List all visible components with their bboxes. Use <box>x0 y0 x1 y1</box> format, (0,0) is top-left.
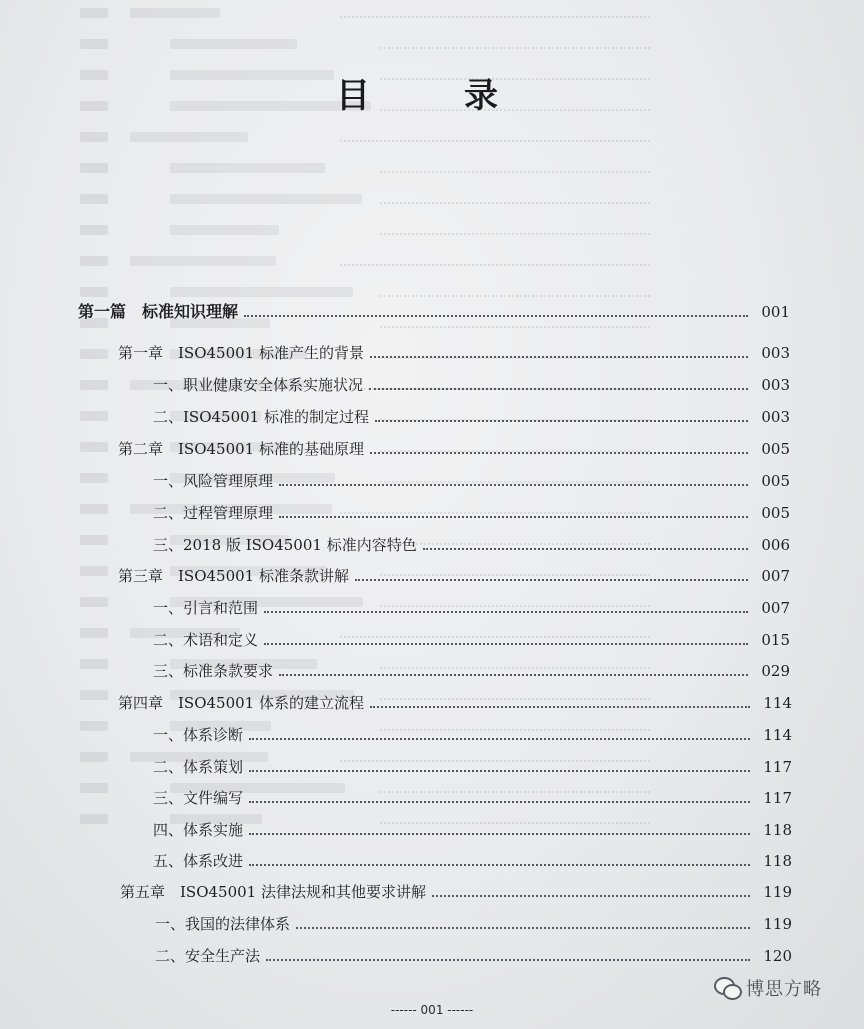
toc-entry-page: 005 <box>761 504 790 522</box>
dot-leader <box>244 315 748 317</box>
toc-section[interactable] <box>155 942 792 966</box>
toc-entry-page: 005 <box>761 472 790 490</box>
toc-entry-label: 一、风险管理原理 <box>153 472 274 490</box>
toc-entry-page: 007 <box>761 567 790 585</box>
toc-section[interactable] <box>153 784 792 808</box>
dot-leader <box>249 738 750 740</box>
toc-entry-page: 114 <box>763 694 792 712</box>
toc-entry-page: 120 <box>763 947 792 965</box>
toc-entry-label: 一、我国的法律体系 <box>155 915 291 933</box>
dot-leader <box>249 770 750 772</box>
dot-leader <box>279 484 748 486</box>
toc-entry-label: 一、职业健康安全体系实施状况 <box>153 376 364 394</box>
toc-chapter-4[interactable] <box>118 689 792 713</box>
toc-entry-label: 第五章 ISO45001 法律法规和其他要求讲解 <box>120 883 426 901</box>
toc-entry-label: 二、过程管理原理 <box>153 504 274 522</box>
dot-leader <box>279 674 748 676</box>
dot-leader <box>375 420 748 422</box>
toc-entry-label: 一、体系诊断 <box>153 726 244 744</box>
toc-entry-label: 一、引言和范围 <box>153 599 259 617</box>
dot-leader <box>279 516 748 518</box>
toc-entry-page: 007 <box>761 599 790 617</box>
toc-entry-label: 第一章 ISO45001 标准产生的背景 <box>118 344 364 362</box>
dot-leader <box>296 927 750 929</box>
toc-entry-label: 五、体系改进 <box>153 852 244 870</box>
toc-entry-label: 第二章 ISO45001 标准的基础原理 <box>118 440 364 458</box>
toc-chapter-1[interactable] <box>118 339 790 363</box>
toc-section[interactable] <box>153 847 792 871</box>
dot-leader <box>369 388 748 390</box>
toc-section[interactable] <box>153 403 790 427</box>
toc-section[interactable] <box>153 721 792 745</box>
toc-chapter-2[interactable] <box>118 435 790 459</box>
toc-entry-label: 三、2018 版 ISO45001 标准内容特色 <box>153 536 417 554</box>
toc-entry-label: 四、体系实施 <box>153 821 244 839</box>
toc-entry-label: 第一篇 标准知识理解 <box>78 302 239 321</box>
dot-leader <box>370 356 748 358</box>
dot-leader <box>266 959 750 961</box>
toc-entry-page: 015 <box>761 631 790 649</box>
toc-entry-label: 三、标准条款要求 <box>153 662 274 680</box>
toc-entry-label: 二、ISO45001 标准的制定过程 <box>153 408 369 426</box>
toc-entry-page: 003 <box>761 344 790 362</box>
toc-entry-page: 006 <box>761 536 790 554</box>
dot-leader <box>264 643 748 645</box>
toc-section[interactable] <box>153 753 792 777</box>
toc-entry-label: 二、安全生产法 <box>155 947 261 965</box>
toc-section[interactable] <box>153 594 790 618</box>
toc-entry-page: 117 <box>763 758 792 776</box>
toc-entry-page: 119 <box>763 915 792 933</box>
page-footer-number: ------ 001 ------ <box>390 1003 474 1017</box>
toc-entry-page: 003 <box>761 408 790 426</box>
dot-leader <box>423 548 748 550</box>
dot-leader <box>432 895 750 897</box>
toc-section[interactable] <box>153 626 790 650</box>
toc-entry-page: 003 <box>761 376 790 394</box>
dot-leader <box>249 833 750 835</box>
toc-entry-label: 二、体系策划 <box>153 758 244 776</box>
dot-leader <box>264 611 748 613</box>
toc-entry-page: 005 <box>761 440 790 458</box>
dot-leader <box>249 864 750 866</box>
dot-leader <box>370 452 748 454</box>
toc-entry-page: 118 <box>763 852 792 870</box>
toc-entry-label: 第三章 ISO45001 标准条款讲解 <box>118 567 349 585</box>
toc-part-1[interactable] <box>78 298 790 322</box>
dot-leader <box>249 801 750 803</box>
toc-section[interactable] <box>153 371 790 395</box>
toc-section[interactable] <box>153 499 790 523</box>
toc-chapter-5[interactable] <box>120 878 792 902</box>
watermark <box>714 975 822 1001</box>
toc-entry-page: 118 <box>763 821 792 839</box>
wechat-icon <box>714 977 740 999</box>
toc-section[interactable] <box>153 816 792 840</box>
toc-entry-page: 119 <box>763 883 792 901</box>
toc-entry-page: 117 <box>763 789 792 807</box>
toc-entry-page: 114 <box>763 726 792 744</box>
toc-entry-label: 第四章 ISO45001 体系的建立流程 <box>118 694 364 712</box>
toc-entry-page: 029 <box>761 662 790 680</box>
dot-leader <box>370 706 750 708</box>
toc-entry-label: 三、文件编写 <box>153 789 244 807</box>
toc-section[interactable] <box>153 467 790 491</box>
toc-section[interactable] <box>153 531 790 555</box>
toc-section[interactable] <box>153 657 790 681</box>
toc-section[interactable] <box>155 910 792 934</box>
watermark-text: 博思方略 <box>746 979 822 1000</box>
toc-chapter-3[interactable] <box>118 562 790 586</box>
toc-entry-page: 001 <box>761 303 790 321</box>
toc-entry-label: 二、术语和定义 <box>153 631 259 649</box>
page-title: 目 录 <box>336 76 528 116</box>
dot-leader <box>355 579 748 581</box>
